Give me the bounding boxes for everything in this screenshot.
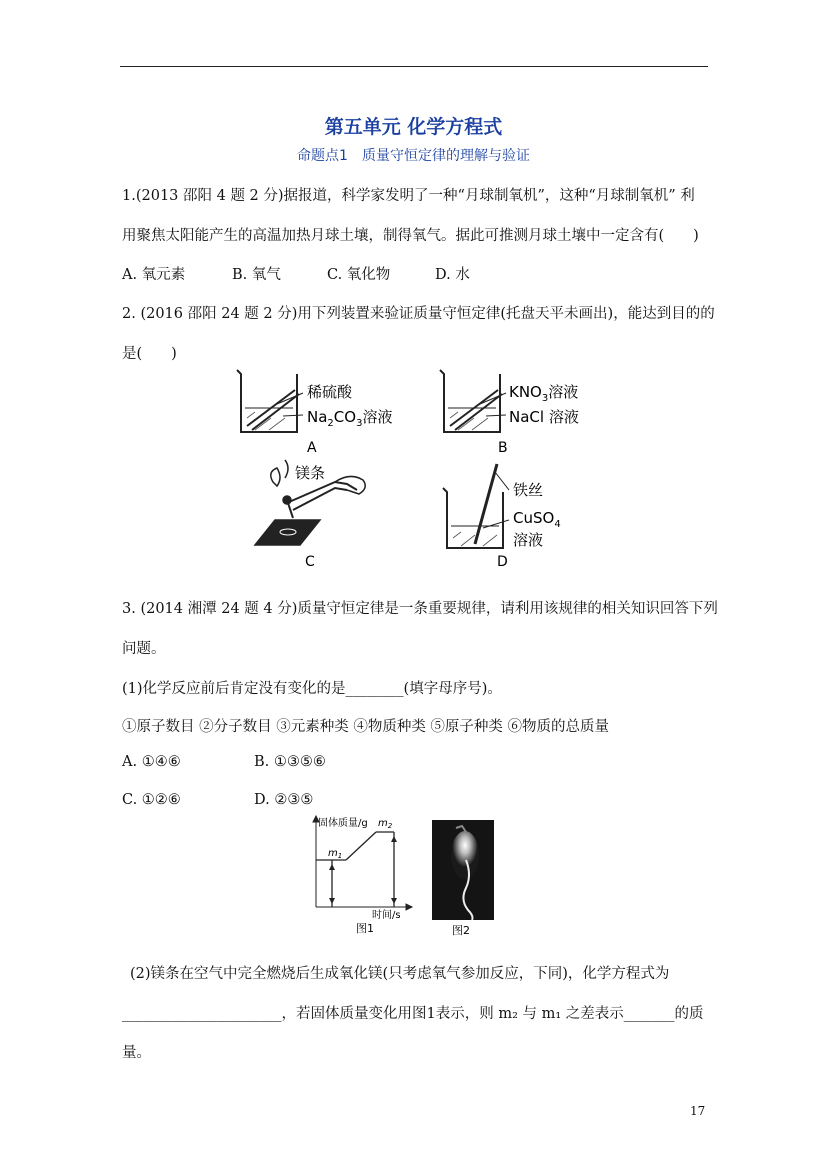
q3-option-c: C. ①②⑥ [122, 792, 181, 808]
figure-1-m2-label: $m_2$ [378, 818, 393, 830]
figure-a-label2: $Na_2CO_3$溶液 [307, 408, 393, 429]
q3-option-d: D. ②③⑤ [254, 792, 314, 808]
figure-a-tag: A [307, 440, 317, 456]
figure-b-beaker [440, 370, 506, 432]
figure-2-caption: 图2 [452, 924, 470, 937]
page-number: 17 [690, 1104, 706, 1118]
figure-c-label: 镁条 [295, 464, 326, 482]
q3-figure-2-photo [432, 820, 494, 940]
q2-apparatus-figure [225, 360, 605, 575]
figure-1-curve [316, 832, 394, 907]
figure-1-axes [313, 816, 412, 910]
figure-d-label1: 铁丝 [513, 481, 544, 499]
q3-figure-1-graph [298, 812, 418, 940]
q2-line1: 2. (2016 邵阳 24 题 2 分)用下列装置来验证质量守恒定律(托盘天平未画出)，能达到目的的 [122, 306, 715, 322]
q3-part2-line1: (2)镁条在空气中完全燃烧后生成氧化镁(只考虑氧气参加反应，下同)，化学方程式为 [130, 966, 670, 982]
q1-option-a: A. 氧元素 [122, 267, 186, 283]
q3-options-row2 [122, 792, 522, 812]
q1-option-c: C. 氧化物 [327, 267, 391, 283]
figure-1-ylabel: 固体质量/g [318, 818, 368, 829]
page-title: 第五单元 化学方程式 [324, 116, 503, 138]
header-rule [120, 66, 708, 67]
q3-part2-line3: 量。 [122, 1045, 151, 1061]
q2-line2: 是( ) [122, 346, 177, 362]
figure-b-label2: NaCl 溶液 [509, 408, 579, 426]
section-subtitle: 命题点1 质量守恒定律的理解与验证 [297, 148, 530, 164]
figure-d-label2: CuSO$_4$ [513, 509, 561, 530]
q3-line2: 问题。 [122, 641, 166, 657]
figure-1-xlabel: 时间/s [372, 910, 401, 921]
q3-part2-line2: ______________________，若固体质量变化用图1表示，则 m₂ 与 m₁ 之差表示_______的质 [122, 1006, 704, 1022]
q3-option-a: A. ①④⑥ [122, 754, 181, 770]
q1-line1: 1.(2013 邵阳 4 题 2 分)据报道，科学家发明了一种“月球制氧机”，这种“月球制氧机” 利 [122, 188, 695, 204]
figure-1-arrows [329, 836, 397, 904]
q1-options [122, 263, 722, 283]
figure-d-label3: 溶液 [513, 531, 544, 549]
figure-a-label1: 稀硫酸 [307, 383, 353, 401]
figure-d-tag: D [497, 554, 508, 570]
q1-option-b: B. 氧气 [232, 267, 281, 283]
q1-line2: 用聚焦太阳能产生的高温加热月球土壤，制得氧气。据此可推测月球土壤中一定含有( ) [122, 228, 699, 244]
q3-option-b: B. ①③⑤⑥ [254, 754, 326, 770]
figure-a-beaker [237, 370, 303, 432]
q3-items: ①原子数目 ②分子数目 ③元素种类 ④物质种类 ⑤原子种类 ⑥物质的总质量 [122, 719, 610, 735]
figure-d-beaker [443, 464, 509, 548]
figure-b-tag: B [498, 440, 508, 456]
figure-1-m1-label: $m_1$ [328, 848, 343, 860]
q1-option-d: D. 水 [435, 267, 470, 283]
figure-2-flame [451, 831, 479, 879]
q3-line1: 3. (2014 湘潭 24 题 4 分)质量守恒定律是一条重要规律，请利用该规律的相关知识回答下列 [122, 601, 718, 617]
figure-c-tag: C [305, 554, 315, 570]
figure-1-caption: 图1 [356, 922, 374, 935]
figure-b-label1: $KNO_3$溶液 [509, 383, 579, 404]
q3-options-row1 [122, 754, 522, 774]
q3-part1: (1)化学反应前后肯定没有变化的是________(填字母序号)。 [122, 681, 502, 697]
